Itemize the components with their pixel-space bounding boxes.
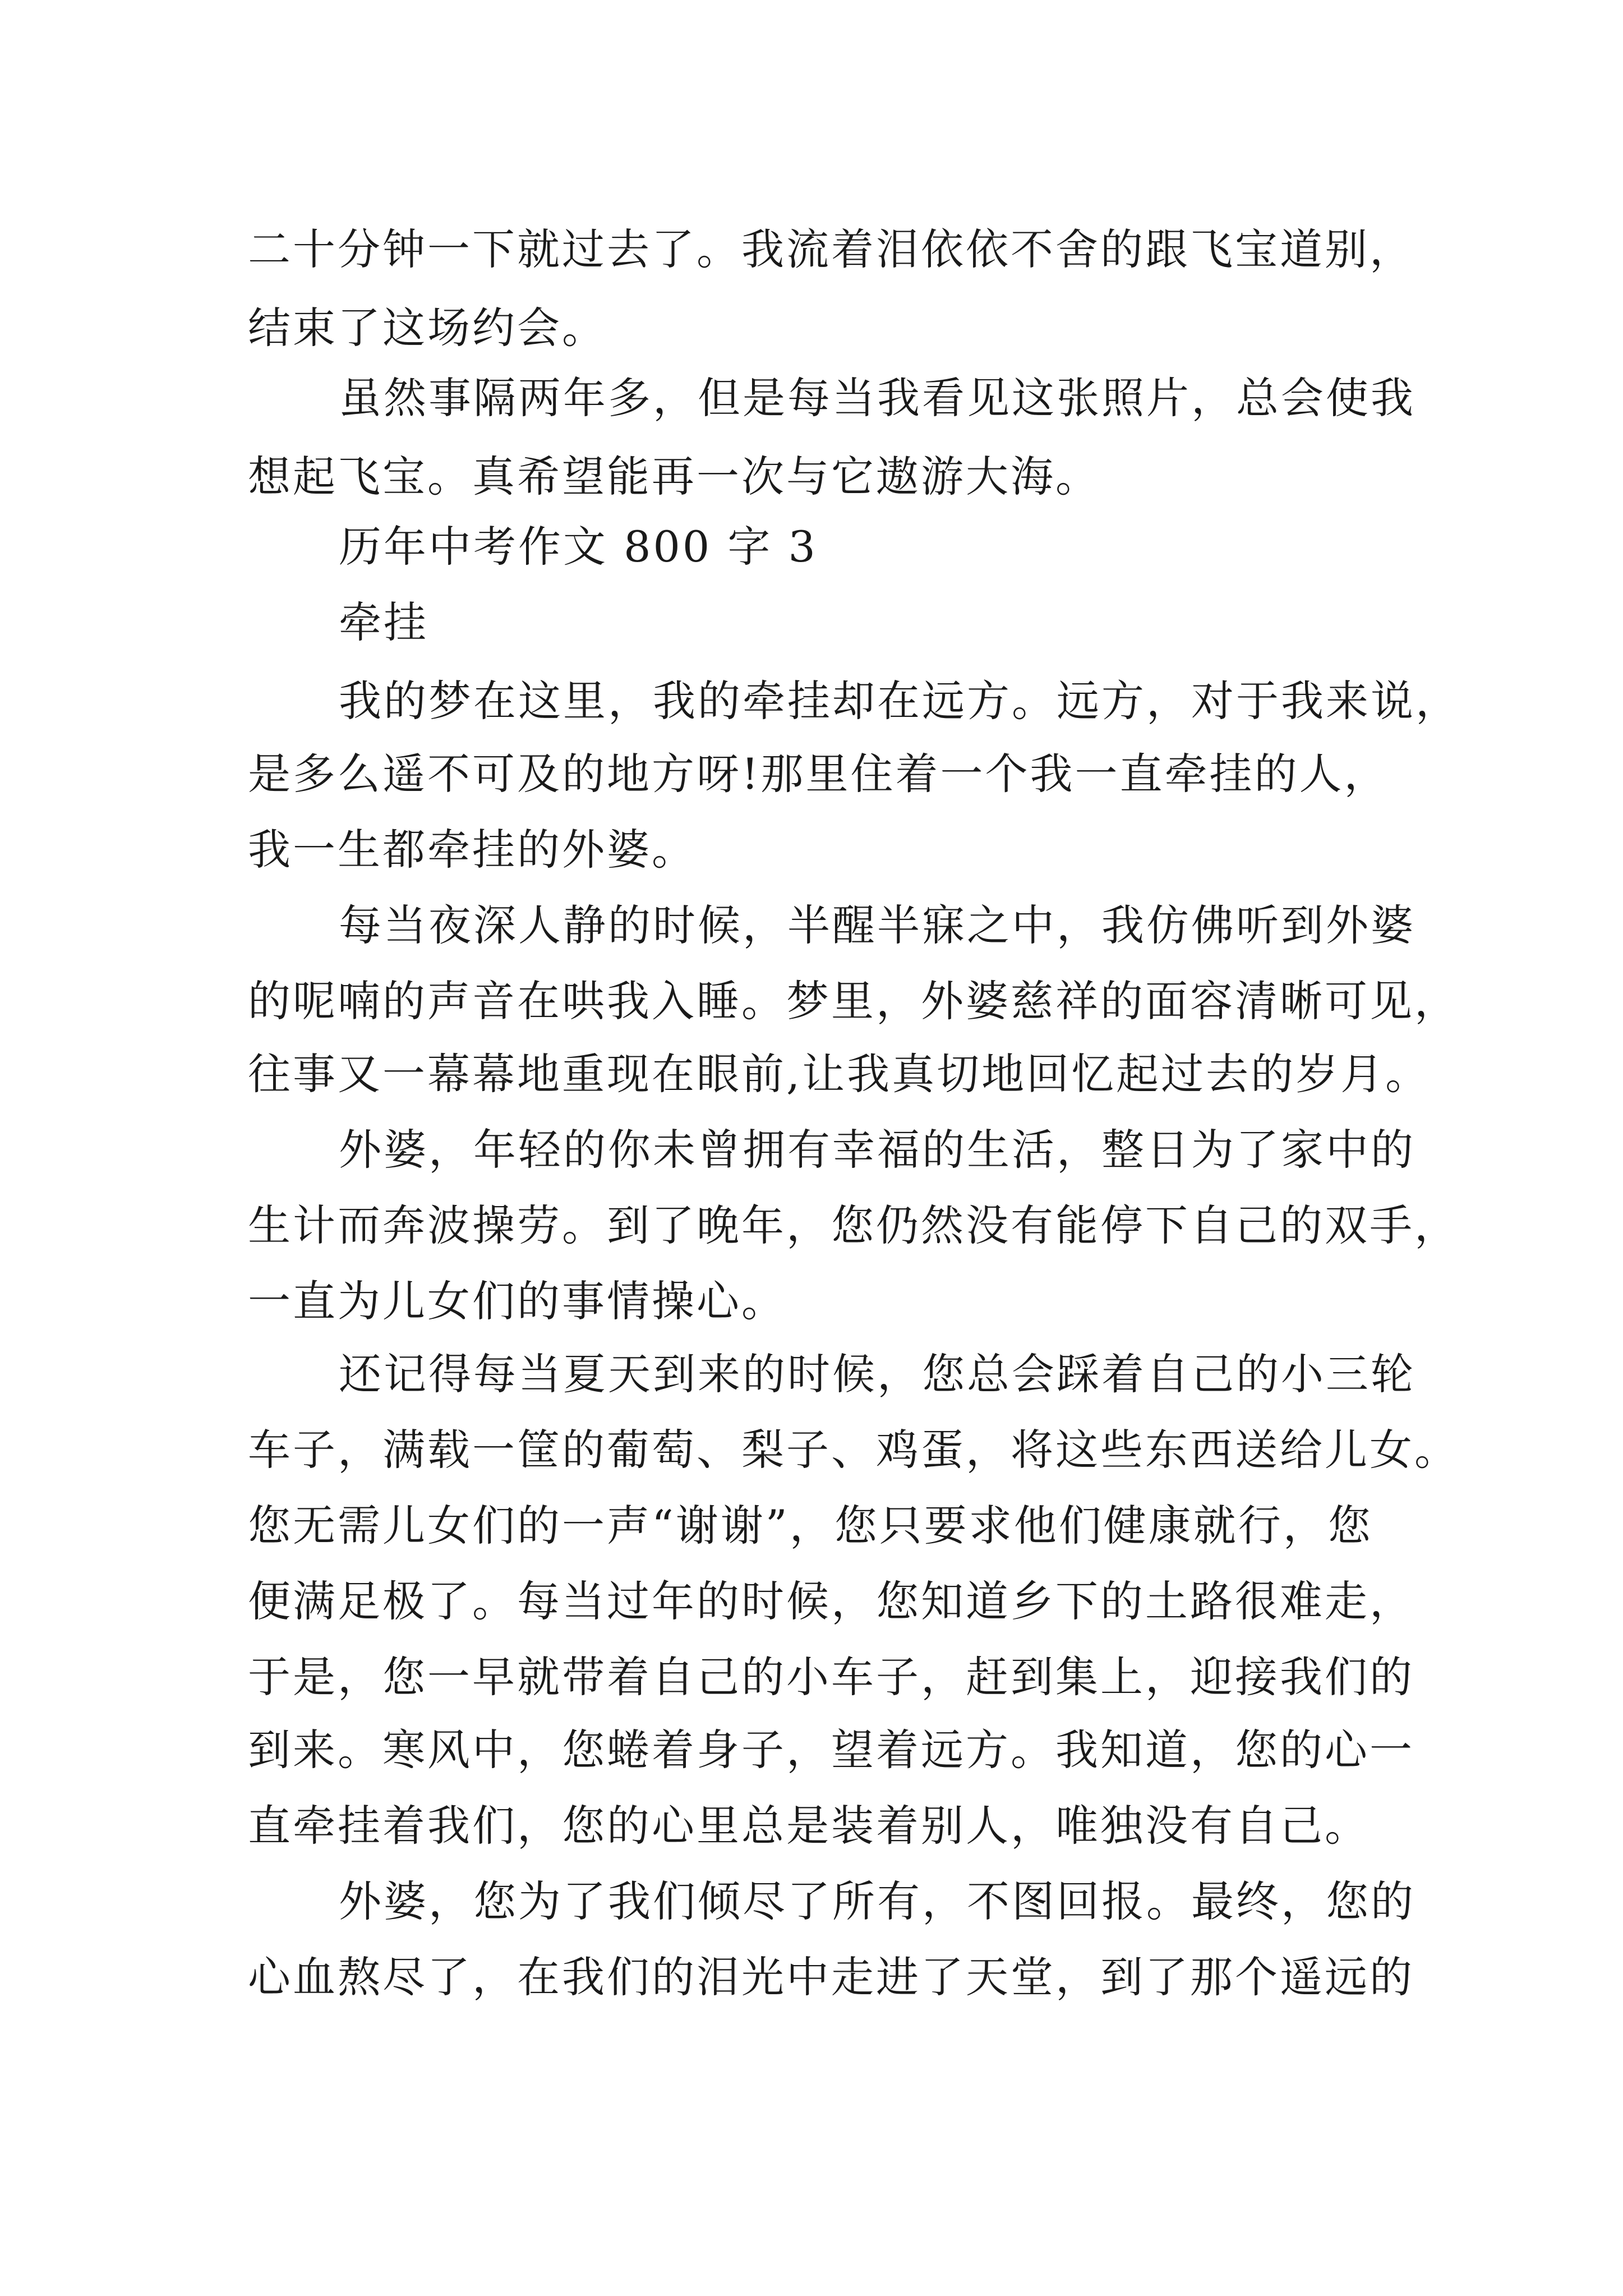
text-line: 二十分钟一下就过去了。我流着泪依依不舍的跟飞宝道别，	[248, 224, 1414, 274]
text-line: 直牵挂着我们，您的心里总是装着别人，唯独没有自己。	[248, 1801, 1370, 1851]
text-line: 车子，满载一筐的葡萄、梨子、鸡蛋，将这些东西送给儿女。	[248, 1425, 1459, 1475]
text-line: 往事又一幕幕地重现在眼前,让我真切地回忆起过去的岁月。	[248, 1049, 1431, 1099]
paragraph-first-line: 外婆，年轻的你未曾拥有幸福的生活，整日为了家中的	[339, 1125, 1415, 1175]
essay-title: 牵挂	[339, 597, 428, 647]
text-line: 心血熬尽了，在我们的泪光中走进了天堂，到了那个遥远的	[248, 1952, 1414, 2002]
text-line: 的呢喃的声音在哄我入睡。梦里，外婆慈祥的面容清晰可见，	[248, 976, 1459, 1026]
text-line: 结束了这场约会。	[248, 303, 607, 353]
paragraph-first-line: 虽然事隔两年多，但是每当我看见这张照片，总会使我	[339, 373, 1415, 423]
text-line: 一直为儿女们的事情操心。	[248, 1276, 786, 1326]
text-line: 我一生都牵挂的外婆。	[248, 825, 697, 875]
paragraph-first-line: 外婆，您为了我们倾尽了所有，不图回报。最终，您的	[339, 1876, 1415, 1926]
text-line: 想起飞宝。真希望能再一次与它遨游大海。	[248, 452, 1100, 501]
text-line: 于是，您一早就带着自己的小车子，赶到集上，迎接我们的	[248, 1652, 1414, 1702]
text-line: 是多么遥不可及的地方呀!那里住着一个我一直牵挂的人，	[248, 749, 1389, 799]
paragraph-first-line: 每当夜深人静的时候，半醒半寐之中，我仿佛听到外婆	[339, 900, 1415, 950]
text-line: 生计而奔波操劳。到了晚年，您仍然没有能停下自己的双手，	[248, 1200, 1459, 1250]
text-line: 到来。寒风中，您蜷着身子，望着远方。我知道，您的心一	[248, 1725, 1414, 1775]
text-line: 便满足极了。每当过年的时候，您知道乡下的土路很难走，	[248, 1576, 1414, 1626]
section-heading: 历年中考作文 800 字 3	[339, 522, 818, 572]
paragraph-first-line: 还记得每当夏天到来的时候，您总会踩着自己的小三轮	[339, 1349, 1415, 1399]
text-line: 您无需儿女们的一声“谢谢”，您只要求他们健康就行，您	[248, 1501, 1373, 1550]
paragraph-first-line: 我的梦在这里，我的牵挂却在远方。远方，对于我来说，	[339, 676, 1460, 726]
